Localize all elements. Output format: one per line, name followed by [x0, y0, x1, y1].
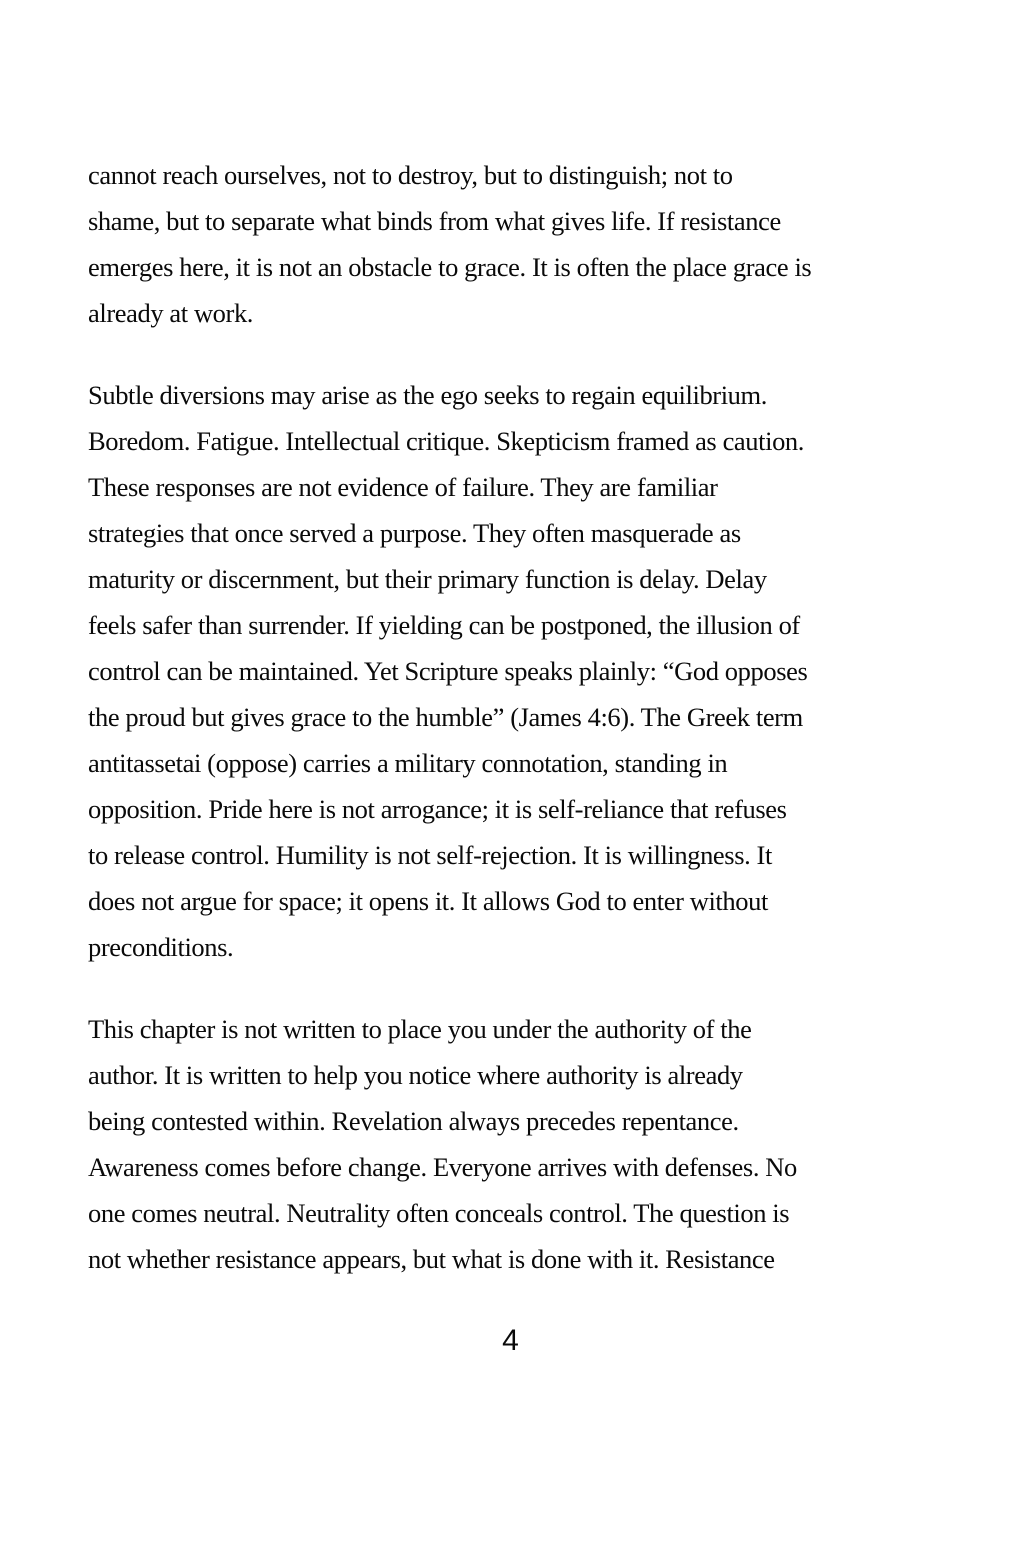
- text-line: Subtle diversions may arise as the ego seeks to regain equilibrium.: [88, 380, 767, 410]
- text-line: does not argue for space; it opens it. It allows God to enter without: [88, 886, 768, 916]
- text-line: feels safer than surrender. If yielding can be postponed, the illusion of: [88, 610, 800, 640]
- text-line: These responses are not evidence of failure. They are familiar: [88, 472, 718, 502]
- paragraph: [88, 372, 960, 970]
- text-line: one comes neutral. Neutrality often conceals control. The question is: [88, 1198, 790, 1228]
- text-line: not whether resistance appears, but what is done with it. Resistance: [88, 1244, 775, 1274]
- text-line: author. It is written to help you notice where authority is already: [88, 1060, 743, 1090]
- text-line: control can be maintained. Yet Scripture speaks plainly: “God opposes: [88, 656, 808, 686]
- text-line: antitassetai (oppose) carries a military connotation, standing in: [88, 748, 728, 778]
- text-line: Awareness comes before change. Everyone arrives with defenses. No: [88, 1152, 797, 1182]
- text-line: already at work.: [88, 298, 254, 328]
- text-line: to release control. Humility is not self-rejection. It is willingness. It: [88, 840, 772, 870]
- text-line: strategies that once served a purpose. They often masquerade as: [88, 518, 741, 548]
- text-line: the proud but gives grace to the humble” (James 4:6). The Greek term: [88, 702, 803, 732]
- text-line: Boredom. Fatigue. Intellectual critique. Skepticism framed as caution.: [88, 426, 804, 456]
- text-line: maturity or discernment, but their primary function is delay. Delay: [88, 564, 767, 594]
- text-line: preconditions.: [88, 932, 234, 962]
- paragraph: [88, 152, 960, 336]
- text-line: emerges here, it is not an obstacle to grace. It is often the place grace is: [88, 252, 812, 282]
- page-body: [88, 152, 960, 1282]
- text-line: being contested within. Revelation always precedes repentance.: [88, 1106, 739, 1136]
- page-number: 4: [502, 1324, 519, 1357]
- text-line: opposition. Pride here is not arrogance; it is self-reliance that refuses: [88, 794, 787, 824]
- paragraph: [88, 1006, 960, 1282]
- text-line: This chapter is not written to place you under the authority of the: [88, 1014, 752, 1044]
- text-line: cannot reach ourselves, not to destroy, but to distinguish; not to: [88, 160, 733, 190]
- text-line: shame, but to separate what binds from what gives life. If resistance: [88, 206, 781, 236]
